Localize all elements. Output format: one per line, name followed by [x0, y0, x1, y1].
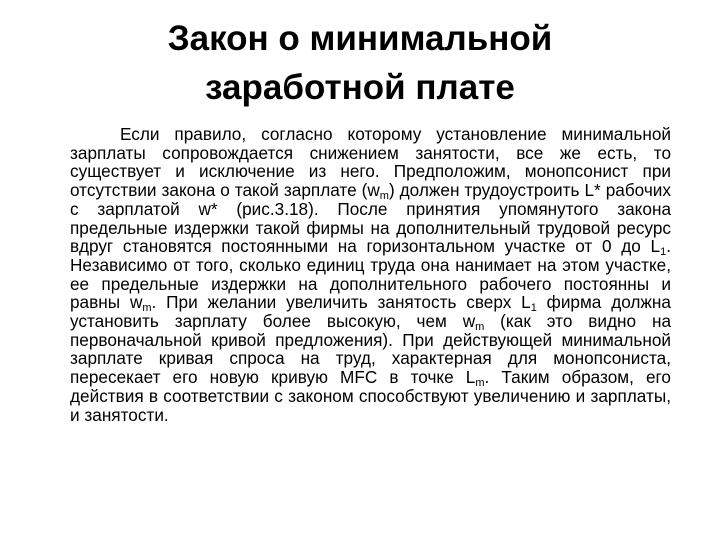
body-text-segment: . При желании увеличить занятость сверх L	[151, 292, 531, 313]
slide-title-line-1: Закон о минимальной	[167, 19, 553, 58]
subscript: m	[142, 302, 152, 315]
subscript: 1	[660, 246, 667, 259]
subscript: m	[475, 321, 485, 334]
slide-title-line-2: заработной плате	[205, 68, 515, 107]
subscript: m	[475, 377, 485, 390]
body-text-segment: . Независимо от того, сколько единиц труда она нанимает на этом участке, ее предельные издержки на дополнительного рабочего постоянны и равны w	[70, 236, 671, 313]
body-text-segment: Если правило, согласно которому установление минимальной зарплаты сопровождается снижением занятости, все же есть, то существует и исключение из него. Предположим, монопсонист при отсутствии закона о такой зарплате (w	[70, 124, 671, 201]
subscript: m	[379, 190, 389, 203]
subscript: 1	[530, 302, 537, 315]
slide-body-text	[70, 125, 671, 424]
body-text-segment: . Таким образом, его действия в соответствии с законом способствуют увеличению и зарплаты, и занятости.	[70, 367, 671, 425]
slide-title	[40, 14, 680, 112]
body-text-segment: фирма должна установить зарплату более высокую, чем w	[70, 292, 671, 332]
body-text-segment: ) должен трудоустроить L* рабочих с зарплатой w* (рис.3.18). После принятия упомянутого закона предельные издержки такой фирмы на дополнительный трудовой ресурс вдруг становятся постоянными на горизонтальном участке от 0 до L	[70, 180, 671, 257]
body-text-segment: (как это видно на первоначальной кривой предложения). При действующей минимальной зарплате кривая спроса на труд, характерная для монопсониста, пересекает его новую кривую MFC в точке L	[70, 311, 671, 388]
